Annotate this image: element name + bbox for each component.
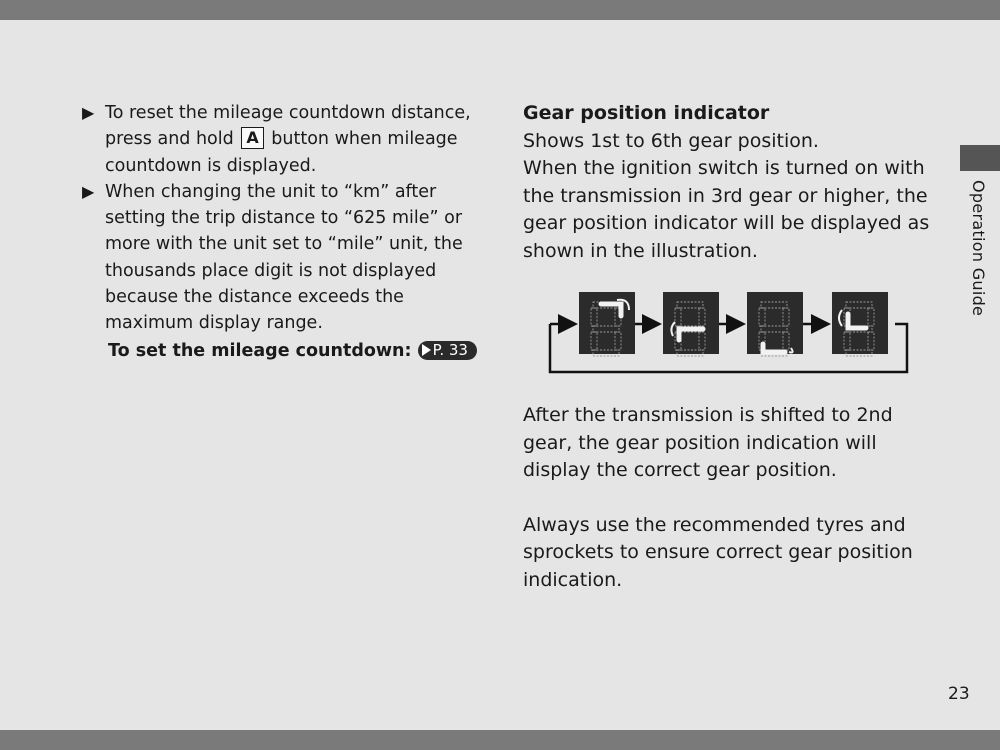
- bullet-triangle-icon: ▶: [82, 181, 95, 201]
- section-side-label: Operation Guide: [969, 180, 988, 317]
- section-heading: Gear position indicator: [523, 102, 770, 124]
- gear-display-illustration: [545, 290, 915, 380]
- gear-display-1: [579, 292, 635, 356]
- a-button-icon: A: [241, 127, 263, 149]
- section-tab: [960, 145, 1000, 171]
- page-reference-link[interactable]: [418, 341, 477, 360]
- gear-display-3: [747, 292, 803, 356]
- paragraph-second-gear: After the transmission is shifted to 2nd gear, the gear position indication will display the correct gear position.: [523, 404, 893, 481]
- note-unit-change: [82, 179, 492, 337]
- note-text: When changing the unit to “km” after setting the trip distance to “625 mile” or more with the unit set to “mile” unit, the thousands place digit is not displayed because the distance exceeds the maximum display range.: [105, 181, 463, 334]
- bullet-triangle-icon: ▶: [82, 103, 95, 122]
- arrow-right-icon: [422, 344, 431, 356]
- page-reference-text: P. 33: [432, 340, 468, 359]
- note-reset-countdown: [82, 100, 492, 179]
- cross-reference-label: To set the mileage countdown:: [108, 340, 412, 361]
- note-text-after: button when mileage countdown is displayed.: [105, 129, 458, 176]
- paragraph-gears: Shows 1st to 6th gear position.: [523, 129, 819, 152]
- gear-display-2: [663, 292, 719, 356]
- paragraph-ignition: When the ignition switch is turned on with the transmission in 3rd gear or higher, the gear position indicator will be displayed as shown in the illustration.: [523, 157, 930, 262]
- paragraph-tyres: Always use the recommended tyres and sprockets to ensure correct gear position indication.: [523, 513, 913, 591]
- cross-reference: [82, 338, 492, 364]
- gear-display-4: [832, 292, 888, 356]
- top-band: [0, 0, 1000, 20]
- note-text-before: To reset the mileage countdown distance, press and hold: [105, 103, 471, 150]
- notes-column: [82, 100, 492, 364]
- page-number: 23: [948, 684, 970, 704]
- bottom-band: [0, 730, 1000, 750]
